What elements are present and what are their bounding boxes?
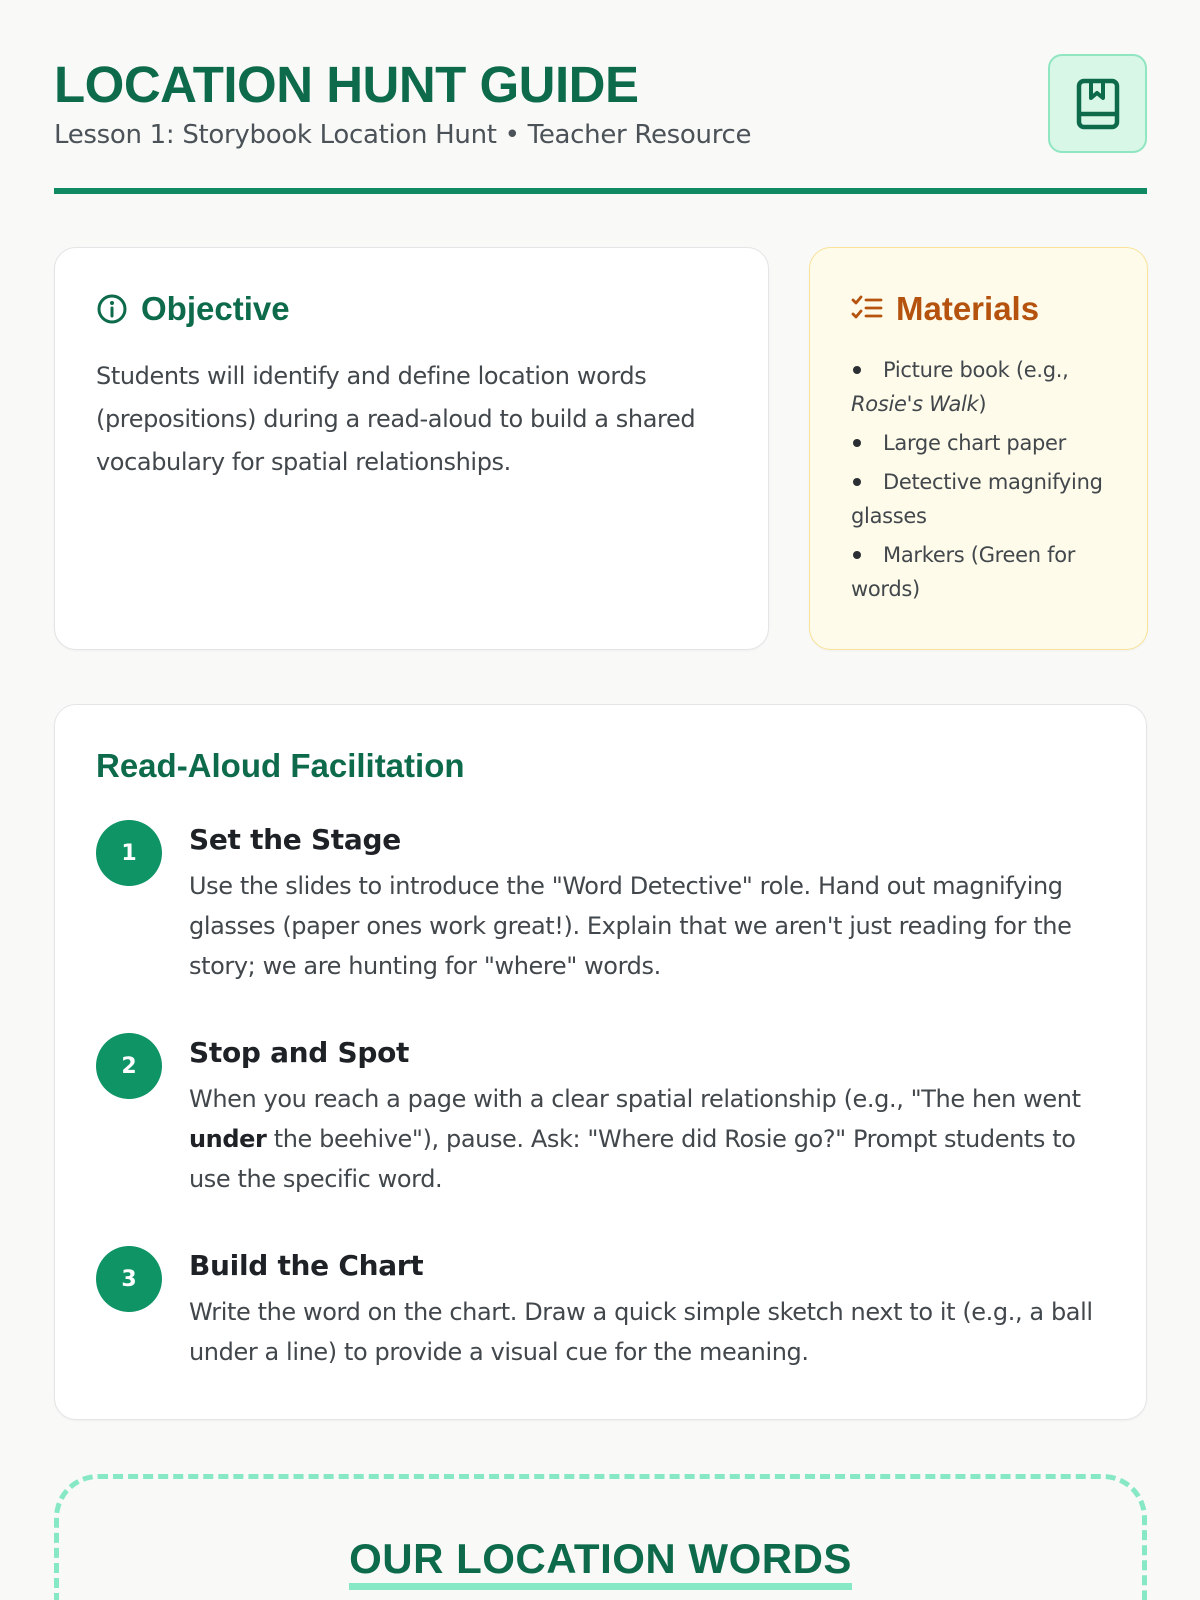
objective-card bbox=[54, 247, 769, 650]
step-title: Build the Chart bbox=[189, 1249, 424, 1282]
bullet-icon bbox=[853, 478, 861, 486]
step-text: Use the slides to introduce the "Word Detective" role. Hand out magnifying glasses (paper ones work great!). Explain that we aren't just reading for the story; we are hunting for "where" words. bbox=[189, 872, 1072, 980]
step-title: Stop and Spot bbox=[189, 1036, 410, 1069]
list-item: Large chart paper bbox=[851, 426, 1106, 460]
page-title: LOCATION HUNT GUIDE bbox=[54, 56, 639, 113]
step-title: Set the Stage bbox=[189, 823, 401, 856]
info-circle-icon bbox=[96, 293, 128, 325]
step-number-badge: 3 bbox=[96, 1246, 162, 1312]
bullet-icon bbox=[853, 366, 861, 374]
materials-title: Materials bbox=[896, 290, 1040, 327]
list-item: Markers (Green for words) bbox=[851, 543, 1076, 601]
location-words-title: OUR LOCATION WORDS bbox=[349, 1535, 852, 1590]
facilitation-title: Read-Aloud Facilitation bbox=[96, 747, 465, 784]
step-2 bbox=[96, 1033, 1106, 1199]
materials-header bbox=[851, 290, 1106, 328]
list-item: Detective magnifying glasses bbox=[851, 470, 1103, 528]
step-3 bbox=[96, 1246, 1106, 1372]
bullet-icon bbox=[853, 551, 861, 559]
checklist-icon bbox=[851, 294, 883, 324]
step-number-badge: 2 bbox=[96, 1033, 162, 1099]
facilitation-card bbox=[54, 704, 1147, 1420]
book-bookmark-icon bbox=[1076, 78, 1120, 130]
book-button[interactable] bbox=[1048, 54, 1147, 153]
location-words-section bbox=[54, 1474, 1147, 1600]
objective-text: Students will identify and define location words (prepositions) during a read-aloud to build a shared vocabulary for spatial relationships. bbox=[96, 362, 696, 476]
objective-header bbox=[96, 290, 727, 328]
page-header bbox=[54, 50, 1147, 194]
step-number-badge: 1 bbox=[96, 820, 162, 886]
page-subtitle: Lesson 1: Storybook Location Hunt • Teacher Resource bbox=[54, 120, 752, 150]
materials-card bbox=[809, 247, 1148, 650]
materials-list bbox=[851, 353, 1106, 606]
bullet-icon bbox=[853, 439, 861, 447]
step-1 bbox=[96, 820, 1106, 986]
step-text: Write the word on the chart. Draw a quick simple sketch next to it (e.g., a ball under a line) to provide a visual cue for the meaning. bbox=[189, 1298, 1093, 1366]
objective-title: Objective bbox=[141, 290, 290, 327]
list-item: Picture book (e.g., Rosie's Walk) bbox=[851, 358, 1069, 416]
step-text: When you reach a page with a clear spatial relationship (e.g., "The hen went under the beehive"), pause. Ask: "Where did Rosie go?" Prompt students to use the specific word. bbox=[189, 1085, 1081, 1193]
